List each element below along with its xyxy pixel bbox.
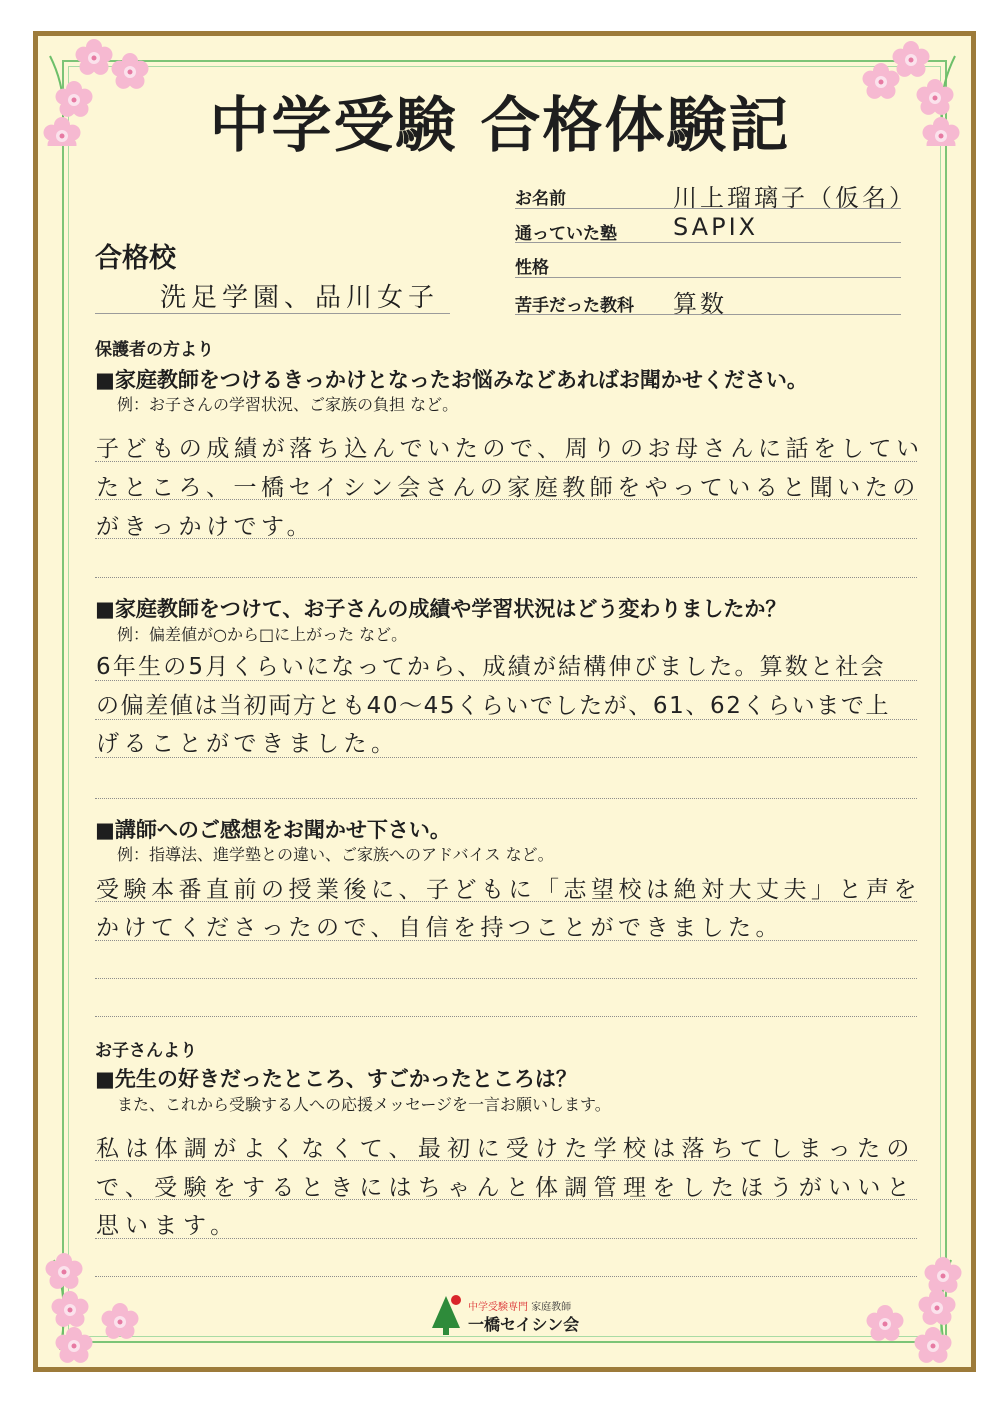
answer-rule — [95, 1276, 917, 1277]
weak-subject-label: 苦手だった教科 — [515, 296, 634, 316]
logo-name: 一橋セイシン会 — [468, 1315, 580, 1334]
answer-rule — [95, 1016, 917, 1017]
answer-1-line: たところ、一橋セイシン会さんの家庭教師をやっていると聞いたの — [96, 475, 920, 501]
answer-3-line: かけてくださったので、自信を持つことができました。 — [96, 915, 784, 941]
answer-rule — [95, 577, 917, 578]
answer-4-line: で、受験をするときにはちゃんと体調管理をしたほうがいいと — [96, 1175, 916, 1201]
answer-2-line: 6年生の5月くらいになってから、成績が結構伸びました。算数と社会 — [96, 654, 886, 680]
logo-tagline: 中学受験専門 家庭教師 — [468, 1302, 572, 1313]
passed-schools-value: 洗足学園、品川女子 — [160, 283, 440, 313]
answer-rule — [95, 901, 917, 902]
answer-rule — [95, 757, 917, 758]
cram-school-value: SAPIX — [673, 213, 759, 241]
answer-1-line: 子どもの成績が落ち込んでいたので、周りのお母さんに話をしてい — [96, 436, 924, 462]
answer-rule — [95, 499, 917, 500]
name-label: お名前 — [515, 189, 566, 209]
weak-subject-rule — [515, 314, 901, 315]
question-3-example: 例：指導法、進学塾との違い、ご家族へのアドバイス など。 — [117, 845, 554, 864]
answer-rule — [95, 461, 917, 462]
page-title: 中学受験 合格体験記 — [209, 91, 791, 161]
answer-1-line: がきっかけです。 — [96, 514, 315, 540]
personality-label: 性格 — [515, 258, 549, 278]
question-2: ■家庭教師をつけて、お子さんの成績や学習状況はどう変わりましたか？ — [95, 596, 787, 621]
answer-4-line: 思います。 — [96, 1213, 240, 1239]
answer-3-line: 受験本番直前の授業後に、子どもに「志望校は絶対大丈夫」と声を — [96, 877, 921, 903]
question-1: ■家庭教師をつけるきっかけとなったお悩みなどあればお聞かせください。 — [95, 367, 808, 392]
answer-rule — [95, 940, 917, 941]
parent-section-heading: 保護者の方より — [95, 340, 214, 360]
answer-rule — [95, 978, 917, 979]
blossom-decoration-bottom-right — [845, 1250, 965, 1365]
name-value: 川上瑠璃子（仮名） — [673, 184, 916, 212]
company-logo — [430, 1292, 600, 1338]
answer-2-line: げることができました。 — [96, 731, 399, 757]
question-1-example: 例：お子さんの学習状況、ご家族の負担 など。 — [117, 395, 459, 414]
tree-logo-icon — [430, 1292, 466, 1336]
cram-school-rule — [515, 242, 901, 243]
answer-rule — [95, 1199, 917, 1200]
question-4-subquestion: また、これから受験する人への応援メッセージを一言お願いします。 — [117, 1095, 611, 1114]
answer-rule — [95, 798, 917, 799]
passed-schools-label: 合格校 — [95, 243, 176, 274]
answer-rule — [95, 1238, 917, 1239]
personality-rule — [515, 277, 901, 278]
answer-4-line: 私は体調がよくなくて、最初に受けた学校は落ちてしまったの — [96, 1136, 916, 1162]
answer-rule — [95, 680, 917, 681]
blossom-decoration-bottom-left — [40, 1250, 160, 1365]
question-2-example: 例：偏差値が○から□に上がった など。 — [117, 625, 408, 644]
name-rule — [515, 208, 901, 209]
child-section-heading: お子さんより — [95, 1041, 197, 1061]
question-4: ■先生の好きだったところ、すごかったところは？ — [95, 1066, 577, 1091]
weak-subject-value: 算数 — [673, 290, 727, 318]
passed-schools-rule — [95, 313, 450, 314]
answer-rule — [95, 719, 917, 720]
cram-school-label: 通っていた塾 — [515, 224, 617, 244]
question-3: ■講師へのご感想をお聞かせ下さい。 — [95, 817, 451, 842]
answer-rule — [95, 1160, 917, 1161]
answer-2-line: の偏差値は当初両方とも40～45くらいでしたが、61、62くらいまで上 — [96, 693, 891, 719]
answer-rule — [95, 538, 917, 539]
